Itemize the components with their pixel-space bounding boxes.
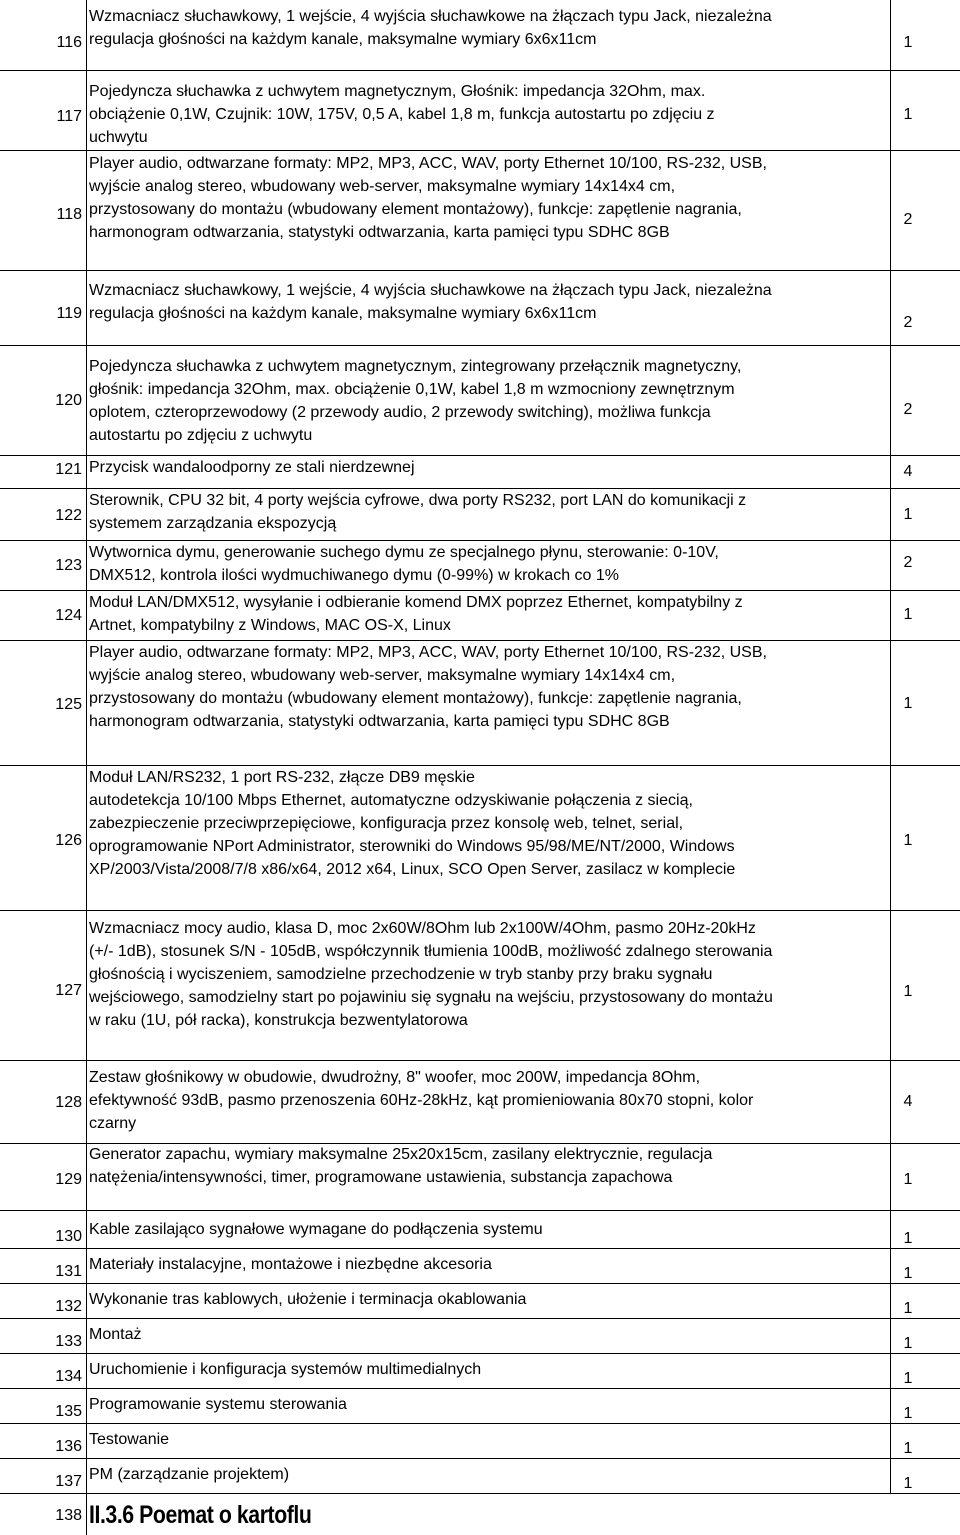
- table-row: [0, 765, 960, 911]
- item-quantity: 2: [903, 401, 913, 418]
- column-divider: [890, 540, 891, 590]
- column-divider: [86, 1060, 87, 1143]
- column-divider: [890, 70, 891, 150]
- item-number: 119: [56, 305, 82, 322]
- item-quantity: 1: [903, 1475, 913, 1492]
- item-quantity: 4: [903, 1093, 913, 1110]
- table-row: [0, 540, 960, 591]
- column-divider: [890, 150, 891, 270]
- item-quantity: 2: [903, 211, 913, 228]
- table-row: [0, 1248, 960, 1284]
- item-quantity: 1: [903, 1440, 913, 1457]
- item-number: 124: [55, 607, 82, 624]
- item-number: 128: [55, 1094, 82, 1111]
- item-number: 120: [55, 392, 82, 409]
- column-divider: [890, 270, 891, 345]
- column-divider: [890, 0, 891, 70]
- table-row: [0, 1283, 960, 1319]
- item-description: Programowanie systemu sterowania: [89, 1396, 347, 1413]
- column-divider: [86, 0, 87, 70]
- column-divider: [890, 640, 891, 765]
- table-row: [0, 345, 960, 456]
- column-divider: [86, 1318, 87, 1353]
- column-divider: [890, 1248, 891, 1283]
- column-divider: [86, 590, 87, 640]
- section-number: 138: [55, 1507, 82, 1524]
- item-description: Montaż: [89, 1326, 142, 1343]
- column-divider: [86, 1143, 87, 1210]
- item-description: Moduł LAN/DMX512, wysyłanie i odbieranie komend DMX poprzez Ethernet, kompatybilny z Artnet, kompatybilny z Windows, MAC OS-X, Linux: [89, 594, 743, 634]
- table-row: [0, 1423, 960, 1459]
- item-description: Pojedyncza słuchawka z uchwytem magnetycznym, zintegrowany przełącznik magnetyczny, głośnik: impedancja 32Ohm, max. obciążenie 0,1W, kabel 1,8 m wzmocniony zewnętrznym oplotem, czteroprzewodowy (2 przewody audio, 2 przewody switching), możliwa funkcja autostartu po zdjęciu z uchwytu: [89, 358, 742, 444]
- item-description: Materiały instalacyjne, montażowe i niezbędne akcesoria: [89, 1256, 492, 1273]
- column-divider: [890, 1143, 891, 1210]
- column-divider: [890, 345, 891, 455]
- column-divider: [86, 640, 87, 765]
- item-quantity: 1: [903, 1300, 913, 1317]
- table-row: [0, 1318, 960, 1354]
- item-number: 130: [55, 1228, 82, 1245]
- column-divider: [890, 455, 891, 488]
- column-divider: [86, 1210, 87, 1248]
- item-description: Player audio, odtwarzane formaty: MP2, MP3, ACC, WAV, porty Ethernet 10/100, RS-232, USB, wyjście analog stereo, wbudowany web-server, maksymalne wymiary 14x14x4 cm, przystosowany do montażu (wbudowany element montażowy), funkcje: zapętlenie nagrania, harmonogram odtwarzania, statystyki odtwarzania, karta pamięci typu SDHC 8GB: [89, 644, 767, 730]
- item-quantity: 1: [903, 983, 913, 1000]
- item-quantity: 1: [903, 106, 913, 123]
- item-number: 134: [55, 1368, 82, 1385]
- item-number: 135: [55, 1403, 82, 1420]
- column-divider: [86, 1388, 87, 1423]
- column-divider: [890, 1060, 891, 1143]
- column-divider: [890, 488, 891, 540]
- table-row: [0, 640, 960, 766]
- item-description: Testowanie: [89, 1431, 170, 1448]
- item-description: Generator zapachu, wymiary maksymalne 25x20x15cm, zasilany elektrycznie, regulacja natężenia/intensywności, timer, programowane ustawienia, substancja zapachowa: [89, 1146, 713, 1186]
- section-heading-row: [0, 1493, 960, 1535]
- item-description: PM (zarządzanie projektem): [89, 1466, 290, 1483]
- column-divider: [86, 345, 87, 455]
- table-row: [0, 910, 960, 1061]
- column-divider: [86, 1458, 87, 1493]
- table-row: [0, 1458, 960, 1494]
- item-number: 131: [55, 1263, 82, 1280]
- item-description: Sterownik, CPU 32 bit, 4 porty wejścia cyfrowe, dwa porty RS232, port LAN do komunikacji z systemem zarządzania ekspozycją: [89, 492, 747, 532]
- column-divider: [86, 1423, 87, 1458]
- column-divider: [890, 590, 891, 640]
- table-row: [0, 1210, 960, 1249]
- item-description: Wytwornica dymu, generowanie suchego dymu ze specjalnego płynu, sterowanie: 0-10V, DMX512, kontrola ilości wydmuchiwanego dymu (0-99%) w krokach co 1%: [89, 544, 719, 584]
- column-divider: [890, 910, 891, 1060]
- item-number: 116: [56, 34, 82, 51]
- column-divider: [86, 1493, 87, 1535]
- item-quantity: 1: [903, 1171, 913, 1188]
- table-row: [0, 455, 960, 489]
- table-row: [0, 0, 960, 71]
- item-quantity: 1: [903, 695, 913, 712]
- column-divider: [86, 455, 87, 488]
- item-quantity: 1: [903, 1405, 913, 1422]
- section-title: II.3.6 Poemat o kartoflu: [89, 1501, 312, 1529]
- item-number: 117: [56, 108, 82, 125]
- item-quantity: 1: [903, 1335, 913, 1352]
- item-description: Wzmacniacz słuchawkowy, 1 wejście, 4 wyjścia słuchawkowe na żłączach typu Jack, niezależna regulacja głośności na każdym kanale, maksymalne wymiary 6x6x11cm: [89, 8, 772, 48]
- item-description: Player audio, odtwarzane formaty: MP2, MP3, ACC, WAV, porty Ethernet 10/100, RS-232, USB, wyjście analog stereo, wbudowany web-server, maksymalne wymiary 14x14x4 cm, przystosowany do montażu (wbudowany element montażowy), funkcje: zapętlenie nagrania, harmonogram odtwarzania, statystyki odtwarzania, karta pamięci typu SDHC 8GB: [89, 155, 767, 241]
- item-number: 126: [55, 832, 82, 849]
- column-divider: [86, 1248, 87, 1283]
- table-row: [0, 1388, 960, 1424]
- item-quantity: 1: [903, 1370, 913, 1387]
- item-number: 129: [55, 1171, 82, 1188]
- column-divider: [86, 1283, 87, 1318]
- table-row: [0, 488, 960, 541]
- item-quantity: 1: [903, 832, 913, 849]
- table-row: [0, 1143, 960, 1211]
- column-divider: [890, 1318, 891, 1353]
- item-quantity: 4: [903, 463, 913, 480]
- item-description: Przycisk wandaloodporny ze stali nierdzewnej: [89, 459, 415, 476]
- column-divider: [86, 910, 87, 1060]
- column-divider: [890, 765, 891, 910]
- item-quantity: 2: [903, 314, 913, 331]
- item-description: Pojedyncza słuchawka z uchwytem magnetycznym, Głośnik: impedancja 32Ohm, max. obciążenie 0,1W, Czujnik: 10W, 175V, 0,5 A, kabel 1,8 m, funkcja autostartu po zdjęciu z uchwytu: [89, 83, 715, 146]
- table-row: [0, 1060, 960, 1144]
- item-number: 137: [55, 1473, 82, 1490]
- table-row: [0, 1353, 960, 1389]
- column-divider: [890, 1423, 891, 1458]
- item-number: 123: [55, 557, 82, 574]
- column-divider: [890, 1283, 891, 1318]
- column-divider: [890, 1388, 891, 1423]
- item-number: 133: [55, 1333, 82, 1350]
- column-divider: [890, 1353, 891, 1388]
- item-number: 125: [55, 696, 82, 713]
- column-divider: [890, 1458, 891, 1493]
- item-number: 121: [55, 461, 82, 478]
- table-row: [0, 590, 960, 641]
- item-quantity: 1: [903, 1230, 913, 1247]
- item-description: Zestaw głośnikowy w obudowie, dwudrożny, 8" woofer, moc 200W, impedancja 8Ohm, efektywność 93dB, pasmo przenoszenia 60Hz-28kHz, kąt promieniowania 80x70 stopni, kolor czarny: [89, 1069, 754, 1132]
- column-divider: [86, 765, 87, 910]
- item-number: 118: [56, 206, 82, 223]
- table-row: [0, 150, 960, 271]
- item-quantity: 1: [903, 506, 913, 523]
- item-quantity: 2: [903, 554, 913, 571]
- item-number: 122: [55, 507, 82, 524]
- item-description: Wykonanie tras kablowych, ułożenie i terminacja okablowania: [89, 1291, 527, 1308]
- item-number: 132: [55, 1298, 82, 1315]
- column-divider: [86, 150, 87, 270]
- item-quantity: 1: [903, 606, 913, 623]
- column-divider: [86, 1353, 87, 1388]
- item-quantity: 1: [903, 1265, 913, 1282]
- item-description: Moduł LAN/RS232, 1 port RS-232, złącze DB9 męskie autodetekcja 10/100 Mbps Ethernet, automatyczne odzyskiwanie połączenia z siecią, zabezpieczenie przeciwprzepięciowe, konfiguracja przez konsolę web, telnet, serial, oprogramowanie NPort Administrator, sterowniki do Windows 95/98/ME/NT/2000, Windows XP/2003/Vista/2008/7/8 x86/x64, 2012 x64, Linux, SCO Open Server, zasilacz w komplecie: [89, 769, 736, 878]
- column-divider: [86, 540, 87, 590]
- item-description: Uruchomienie i konfiguracja systemów multimedialnych: [89, 1361, 482, 1378]
- column-divider: [86, 488, 87, 540]
- table-row: [0, 70, 960, 151]
- item-number: 136: [55, 1438, 82, 1455]
- item-number: 127: [55, 982, 82, 999]
- column-divider: [86, 270, 87, 345]
- item-description: Wzmacniacz mocy audio, klasa D, moc 2x60W/8Ohm lub 2x100W/4Ohm, pasmo 20Hz-20kHz (+/- 1dB), stosunek S/N - 105dB, współczynnik tłumienia 100dB, możliwość zdalnego sterowania głośnością i wyciszeniem, samodzielne przechodzenie w tryb stanby przy braku sygnału wejściowego, samodzielny start po pojawiniu się sygnału na wejściu, przystosowany do montażu w raku (1U, pół racka), konstrukcja bezwentylatorowa: [89, 920, 773, 1029]
- item-quantity: 1: [903, 34, 913, 51]
- item-description: Kable zasilająco sygnałowe wymagane do podłączenia systemu: [89, 1221, 543, 1238]
- item-description: Wzmacniacz słuchawkowy, 1 wejście, 4 wyjścia słuchawkowe na żłączach typu Jack, niezależna regulacja głośności na każdym kanale, maksymalne wymiary 6x6x11cm: [89, 282, 772, 322]
- column-divider: [86, 70, 87, 150]
- column-divider: [890, 1210, 891, 1248]
- table-row: [0, 270, 960, 346]
